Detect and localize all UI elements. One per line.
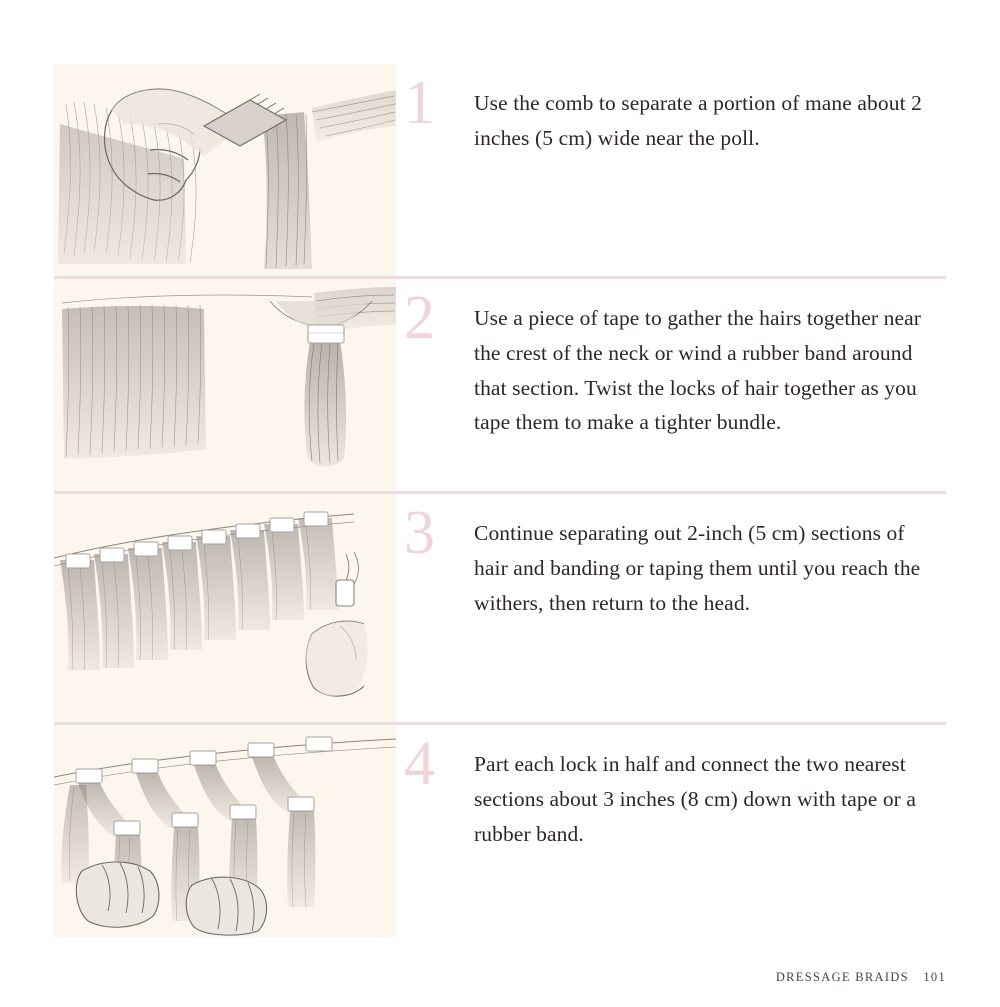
page-footer [776,970,946,985]
step-3-text-column [396,494,946,620]
step-1-text-column [396,64,946,156]
footer-page-number: 101 [923,970,946,984]
step-4-illustration [54,725,396,937]
step-1-illustration [54,64,396,276]
step-2-numeral: 2 [404,284,435,352]
step-2-text-column [396,279,946,440]
instruction-steps [54,64,946,937]
sketch-banded-sections-row [54,494,396,722]
step-3-numeral: 3 [404,499,435,567]
step-2-instruction: Use a piece of tape to gather the hairs together near the crest of the neck or wind a rubber band around that section. Twist the locks of hair together as you tape them to make a tighter bundle. [474,306,922,435]
step-1-instruction: Use the comb to separate a portion of mane about 2 inches (5 cm) wide near the poll. [474,91,922,150]
sketch-hand-comb-mane [54,64,396,276]
step-4 [54,725,946,937]
step-2-illustration [54,279,396,491]
step-2 [54,279,946,491]
step-3-illustration [54,494,396,722]
sketch-connecting-locks [54,725,396,937]
step-1-numeral: 1 [404,69,435,137]
tape-band-icon [308,325,344,343]
sketch-taped-bundle [54,279,396,491]
footer-book-title: DRESSAGE BRAIDS [775,970,909,984]
step-4-instruction: Part each lock in half and connect the two nearest sections about 3 inches (8 cm) down with tape or a rubber band. [474,752,917,846]
step-4-numeral: 4 [404,730,435,798]
step-3 [54,494,946,722]
step-3-instruction: Continue separating out 2-inch (5 cm) sections of hair and banding or taping them until you reach the withers, then return to the head. [474,521,921,615]
step-4-text-column [396,725,946,851]
step-1 [54,64,946,276]
